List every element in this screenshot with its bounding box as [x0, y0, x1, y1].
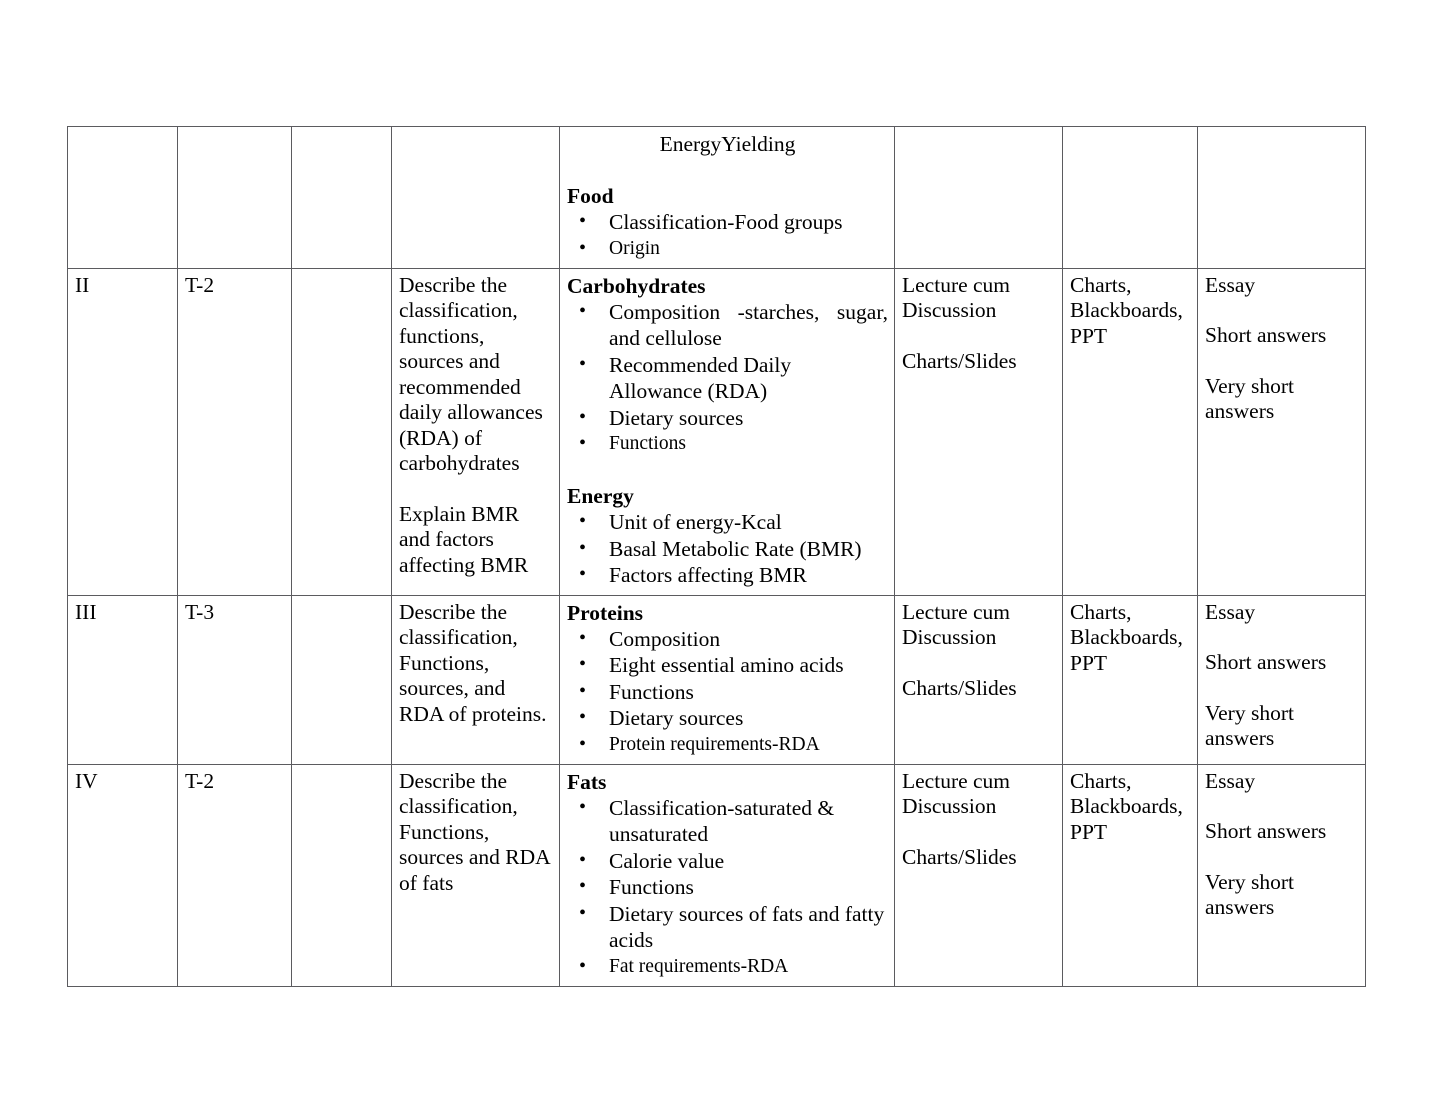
cell-evaluation — [1198, 595, 1366, 764]
list-item: • Classification-saturated & unsaturated — [567, 795, 888, 848]
evaluation-text: Essay — [1205, 599, 1256, 624]
cell-time-code: T-2 — [178, 268, 292, 595]
cell-time-code — [178, 127, 292, 269]
content-group-heading: Carbohydrates — [567, 273, 706, 298]
list-item: • Fat requirements-RDA — [567, 954, 888, 980]
cell-blank — [292, 127, 392, 269]
spacer — [902, 324, 1056, 349]
table-row — [68, 268, 1366, 595]
list-item: • Functions — [567, 431, 888, 457]
cell-objectives — [392, 268, 560, 595]
objective-text: Describe the classification, functions, sources and recommended daily allowances (RDA) of carbohydrates — [399, 272, 543, 475]
cell-av-aids — [1063, 764, 1198, 986]
content-bullet-list — [567, 795, 888, 980]
list-item: • Dietary sources of fats and fatty acids — [567, 901, 888, 954]
cell-objectives — [392, 764, 560, 986]
spacer — [399, 477, 553, 502]
cell-unit: IV — [68, 764, 178, 986]
cell-evaluation — [1198, 268, 1366, 595]
list-item: • Functions — [567, 679, 888, 706]
content-group-heading: Fats — [567, 769, 607, 794]
list-item: • Functions — [567, 874, 888, 901]
cell-content — [560, 268, 895, 595]
list-item: • Protein requirements-RDA — [567, 732, 888, 758]
cell-av-aids — [1063, 595, 1198, 764]
lesson-plan-table — [67, 126, 1366, 987]
cell-teaching-method — [895, 764, 1063, 986]
table-row — [68, 595, 1366, 764]
spacer — [1205, 349, 1359, 374]
cell-teaching-method — [895, 595, 1063, 764]
spacer — [1205, 794, 1359, 819]
spacer — [1205, 625, 1359, 650]
list-item: • Composition — [567, 626, 888, 653]
cell-unit: II — [68, 268, 178, 595]
cell-blank — [292, 268, 392, 595]
cell-time-code: T-3 — [178, 595, 292, 764]
table-row — [68, 764, 1366, 986]
list-item: • Dietary sources — [567, 705, 888, 732]
list-item: • Origin — [567, 236, 888, 262]
list-item: • Recommended Daily Allowance (RDA) — [567, 352, 888, 405]
cell-content — [560, 595, 895, 764]
aid-text: Charts, Blackboards, PPT — [1070, 768, 1183, 844]
evaluation-text: Essay — [1205, 272, 1256, 297]
content-group-heading: Proteins — [567, 600, 644, 625]
spacer — [1205, 676, 1359, 701]
cell-evaluation — [1198, 764, 1366, 986]
cell-av-aids — [1063, 127, 1198, 269]
cell-unit: III — [68, 595, 178, 764]
cell-objectives — [392, 595, 560, 764]
spacer — [902, 651, 1056, 676]
content-bullet-list — [567, 299, 888, 458]
content-group-heading: Energy — [567, 484, 634, 508]
list-item: • Basal Metabolic Rate (BMR) — [567, 536, 888, 563]
list-item: • Classification-Food groups — [567, 209, 888, 236]
evaluation-text: Short answers — [1205, 323, 1327, 347]
spacer — [567, 457, 888, 483]
method-text: Charts/Slides — [902, 844, 1017, 869]
cell-content — [560, 764, 895, 986]
evaluation-text: Essay — [1205, 768, 1256, 793]
evaluation-text: Very short answers — [1205, 373, 1294, 423]
spacer — [902, 820, 1056, 845]
content-bullet-list — [567, 209, 888, 262]
cell-teaching-method — [895, 268, 1063, 595]
cell-blank — [292, 595, 392, 764]
table-row — [68, 127, 1366, 269]
method-text: Lecture cum Discussion — [902, 599, 1011, 649]
cell-evaluation — [1198, 127, 1366, 269]
method-text: Lecture cum Discussion — [902, 768, 1011, 818]
aid-text: Charts, Blackboards, PPT — [1070, 599, 1183, 675]
objective-text: Describe the classification, Functions, sources, and RDA of proteins. — [399, 599, 547, 726]
list-item: • Composition -starches, sugar, and cellulose — [567, 299, 888, 352]
spacer — [567, 157, 888, 183]
objective-text: Explain BMR and factors affecting BMR — [399, 501, 529, 577]
aid-text: Charts, Blackboards, PPT — [1070, 272, 1183, 348]
spacer — [1205, 298, 1359, 323]
cell-teaching-method — [895, 127, 1063, 269]
method-text: Lecture cum Discussion — [902, 272, 1011, 322]
method-text: Charts/Slides — [902, 675, 1017, 700]
cell-av-aids — [1063, 268, 1198, 595]
cell-time-code: T-2 — [178, 764, 292, 986]
list-item: • Calorie value — [567, 848, 888, 875]
evaluation-text: Short answers — [1205, 819, 1327, 843]
cell-content — [560, 127, 895, 269]
evaluation-text: Very short answers — [1205, 700, 1294, 750]
method-text: Charts/Slides — [902, 348, 1017, 373]
content-title: EnergyYielding — [659, 132, 796, 156]
evaluation-text: Short answers — [1205, 650, 1327, 674]
objective-text: Describe the classification, Functions, sources and RDA of fats — [399, 768, 550, 895]
list-item: • Eight essential amino acids — [567, 652, 888, 679]
list-item: • Factors affecting BMR — [567, 562, 888, 589]
content-bullet-list — [567, 626, 888, 758]
cell-blank — [292, 764, 392, 986]
list-item: • Dietary sources — [567, 405, 888, 432]
cell-unit — [68, 127, 178, 269]
list-item: • Unit of energy-Kcal — [567, 509, 888, 536]
content-bullet-list — [567, 509, 888, 589]
spacer — [1205, 845, 1359, 870]
evaluation-text: Very short answers — [1205, 869, 1294, 919]
cell-objectives — [392, 127, 560, 269]
content-group-heading: Food — [567, 184, 614, 208]
